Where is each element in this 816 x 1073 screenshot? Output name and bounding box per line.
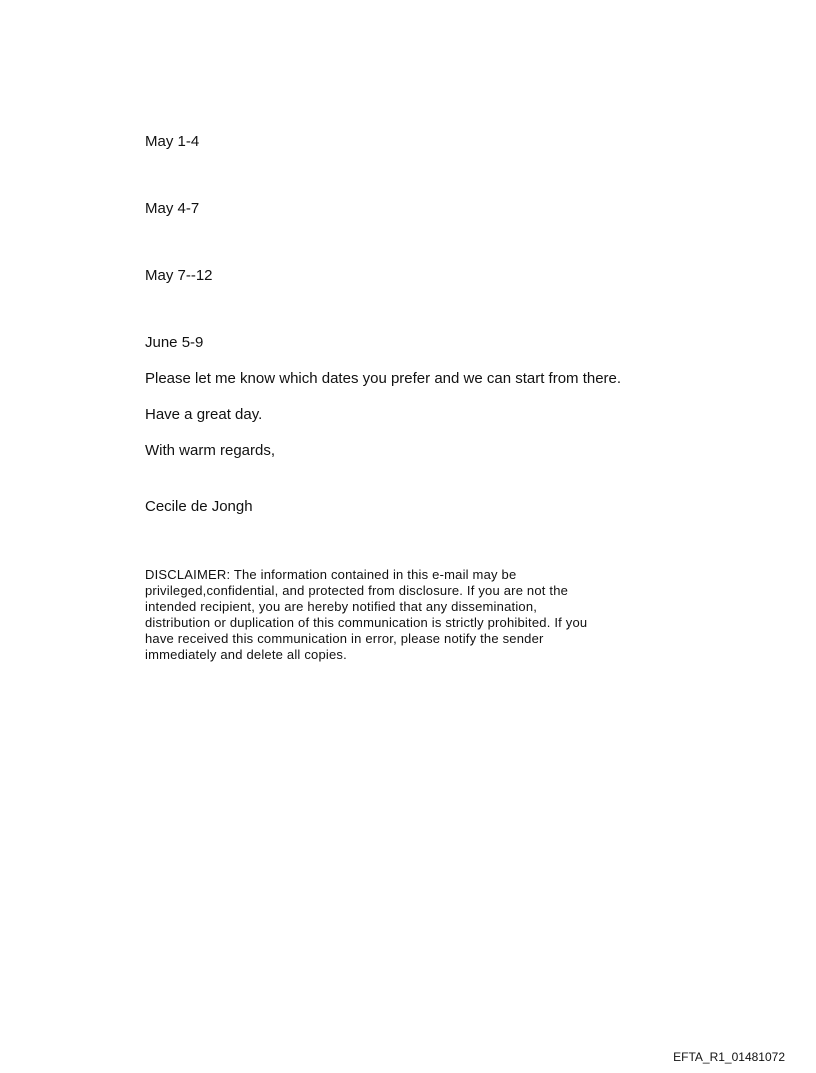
date-option-4: June 5-9 [145, 334, 204, 351]
disclaimer-line-3: intended recipient, you are hereby notified that any dissemination, [145, 599, 538, 614]
date-option-3: May 7--12 [145, 267, 213, 284]
bates-number: EFTA_R1_01481072 [673, 1050, 785, 1064]
date-option-1: May 1-4 [145, 133, 200, 150]
disclaimer-line-5: have received this communication in error, please notify the sender [145, 631, 544, 646]
disclaimer-line-6: immediately and delete all copies. [145, 647, 347, 662]
disclaimer-line-4: distribution or duplication of this communication is strictly prohibited. If you [145, 615, 588, 630]
disclaimer [145, 567, 705, 663]
request-line: Please let me know which dates you prefer and we can start from there. [145, 370, 622, 387]
disclaimer-line-2: privileged,confidential, and protected from disclosure. If you are not the [145, 583, 569, 598]
date-option-2: May 4-7 [145, 200, 200, 217]
closing-line-2: With warm regards, [145, 442, 276, 459]
closing-line-1: Have a great day. [145, 406, 263, 423]
signature: Cecile de Jongh [145, 498, 253, 515]
letter-body [145, 133, 705, 663]
disclaimer-line-1: DISCLAIMER: The information contained in this e-mail may be [145, 567, 517, 582]
